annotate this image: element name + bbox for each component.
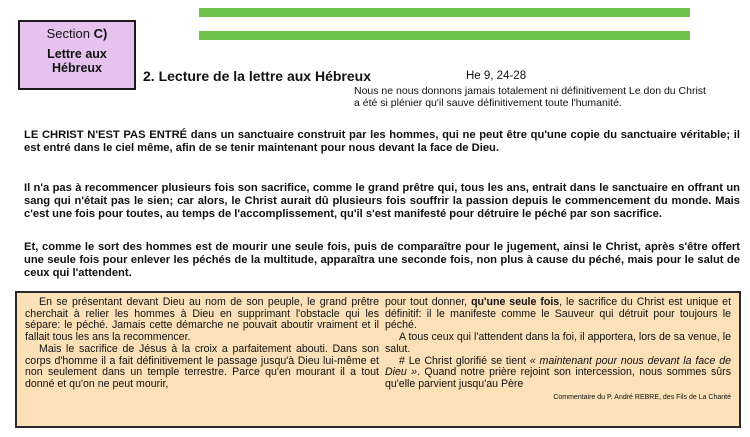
commentary-right-p3: [385, 356, 731, 391]
paragraph-2: Il n'a pas à recommencer plusieurs fois son sacrifice, comme le grand prêtre qui, tous les ans, entrait dans le sanctuaire en offrant un sang qui n'était pas le sien; car alors, le Christ aurait dû plusieurs fois souffrir la passion depuis le commencement du monde. Mais c'est une fois pour toutes, au temps de l'accomplissement, qu'il s'est manifesté pour détruire le péché par son sacrifice.: [24, 182, 740, 220]
green-bar-top: [199, 8, 690, 17]
commentary-left-p1: En se présentant devant Dieu au nom de son peuple, le grand prêtre cherchait à relier les hommes à Dieu en supprimant l'obstacle qui les sépare: le péché. Jamais cette démarche ne pouvait aboutir vraiment et il fallait tous les ans la recommencer.: [25, 296, 379, 344]
section-label: Section: [46, 26, 91, 41]
section-heading: [20, 26, 134, 41]
commentary-box: [15, 291, 741, 428]
commentary-right-column: [385, 297, 731, 403]
commentary-right-p1-end: , le sacrifice du Christ est unique et définitif: il le manifeste comme le Sauveur qui détruit pour toujours le péché.: [385, 296, 732, 332]
section-subtitle-line1: Lettre aux: [47, 47, 107, 61]
paragraph-3: Et, comme le sort des hommes est de mourir une seule fois, puis de comparaître pour le jugement, ainsi le Christ, après s'être offert une seule fois pour enlever les péchés de la multitude, apparaîtra une seconde fois, non plus à cause du péché, mais pour le salut de ceux qui l'attendent.: [24, 241, 740, 279]
commentary-credit: Commentaire du P. André REBRE, des Fils de La Charité: [553, 393, 731, 401]
section-letter: C): [93, 26, 108, 41]
commentary-right-p1: [385, 297, 731, 332]
commentary-right-p1-bold: qu'une seule fois: [471, 296, 560, 308]
reading-reference: He 9, 24-28: [466, 70, 527, 82]
commentary-right-p1-start: pour tout donner,: [385, 296, 468, 308]
section-subtitle-line2: Hébreux: [51, 61, 103, 75]
reading-title: 2. Lecture de la lettre aux Hébreux: [143, 68, 371, 84]
commentary-left-column: [25, 297, 379, 391]
commentary-left-p2: Mais le sacrifice de Jésus à la croix a parfaitement abouti. Dans son corps d'homme il a fait définitivement le passage jusqu'à Dieu lui-même et non seulement dans un temple terrestre. Parce qu'en mourant il a tout donné et qu'on ne peut mourir,: [25, 342, 379, 390]
commentary-right-p3-start: # Le Christ glorifié se tient: [399, 354, 526, 367]
section-subtitle: [20, 47, 134, 75]
commentary-right-p2: A tous ceux qui l'attendent dans la foi, il apportera, lors de sa venue, le salut.: [385, 331, 731, 355]
commentary-right-p3-italic: « maintenant pour nous devant la face de Dieu »: [385, 354, 731, 379]
commentary-right-p3-end: . Quand notre prière rejoint son intercession, nous sommes sûrs qu'elle parvient jusqu'au Père: [385, 366, 732, 390]
green-bar-bottom: [199, 31, 690, 40]
section-box: [18, 20, 136, 90]
reading-intro: Nous ne nous donnons jamais totalement ni définitivement Le don du Christ a été si plénier qu'il sauve définitivement toute l'humanité.: [354, 85, 706, 109]
paragraph-1: LE CHRIST N'EST PAS ENTRÉ dans un sanctuaire construit par les hommes, qui ne peut être qu'une copie du sanctuaire véritable; il est entré dans le ciel même, afin de se tenir maintenant pour nous devant la face de Dieu.: [24, 129, 740, 154]
